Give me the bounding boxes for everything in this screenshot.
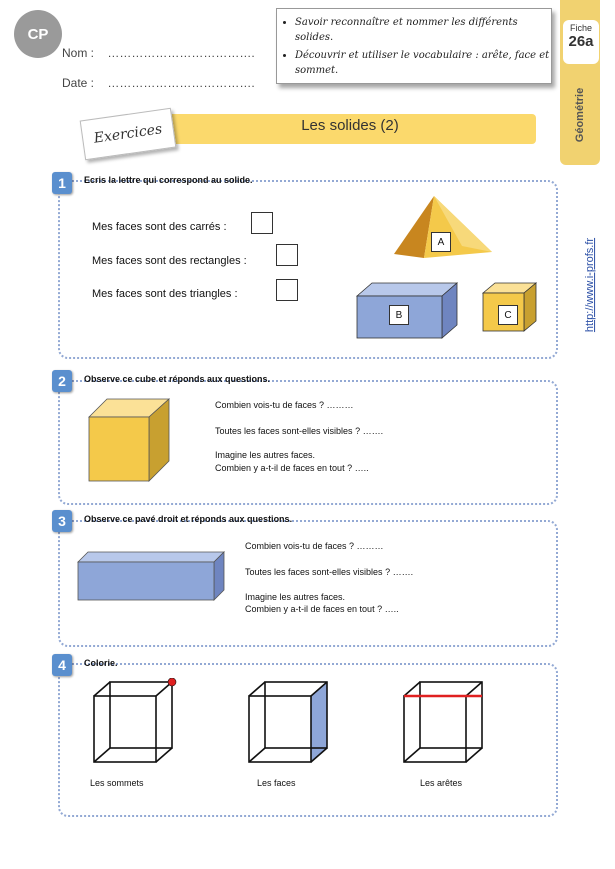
fiche-box — [563, 20, 599, 64]
date-line — [62, 76, 255, 90]
wire-cube-edges[interactable] — [400, 678, 490, 768]
objective-item: • Découvrir et utiliser le vocabulaire : arête, face et sommet. — [295, 48, 551, 78]
box-label: B — [389, 305, 409, 325]
ex3-question-3a: Imagine les autres faces. — [245, 592, 346, 602]
caption-vertices: Les sommets — [90, 778, 144, 788]
exercise-4-number: 4 — [52, 654, 72, 676]
rectangular-prism-shape — [74, 548, 228, 602]
ex1-item-triangles: Mes faces sont des triangles : — [92, 288, 238, 300]
subject-text: Géométrie — [574, 87, 587, 143]
ex2-question-1: Combien vois-tu de faces ? ……… — [215, 400, 354, 410]
exercise-tag — [80, 108, 177, 160]
name-label: Nom : — [62, 46, 95, 60]
caption-edges: Les arêtes — [420, 778, 463, 788]
ex3-question-2: Toutes les faces sont-elles visibles ? ……. — [245, 567, 414, 577]
ex1-answer-box-rectangles[interactable] — [276, 244, 298, 266]
fiche-label: Fiche — [569, 23, 592, 33]
exercise-3-instruction: Observe ce pavé droit et réponds aux questions. — [84, 514, 293, 524]
fiche-number: 26a — [568, 33, 594, 50]
exercise-2-number: 2 — [52, 370, 72, 392]
level-badge: CP — [14, 10, 62, 58]
small-cube-label: C — [498, 305, 518, 325]
exercise-1-instruction: Ecris la lettre qui correspond au solide. — [84, 175, 253, 185]
wire-cube-faces[interactable] — [245, 678, 335, 768]
ex3-question-1: Combien vois-tu de faces ? ……… — [245, 541, 384, 551]
website-link[interactable] — [580, 220, 600, 350]
wire-cube-vertices[interactable] — [90, 678, 180, 768]
ex1-answer-box-squares[interactable] — [251, 212, 273, 234]
subject-label — [560, 70, 600, 160]
ex1-item-rectangles: Mes faces sont des rectangles : — [92, 255, 247, 267]
objectives-note — [276, 8, 552, 84]
name-dots: ………………………………. — [107, 46, 255, 60]
exercise-4-instruction: Colorie. — [84, 658, 118, 668]
name-line — [62, 46, 255, 60]
caption-faces: Les faces — [257, 778, 296, 788]
website-text[interactable]: http://www.i-profs.fr — [584, 237, 597, 333]
objective-item: • Savoir reconnaître et nommer les différents solides. — [295, 15, 551, 45]
date-dots: ………………………………. — [107, 76, 255, 90]
date-label: Date : — [62, 76, 95, 90]
ex2-question-3a: Imagine les autres faces. — [215, 450, 316, 460]
ex2-question-3b: Combien y a-t-il de faces en tout ? ….. — [215, 463, 369, 473]
ex2-question-2: Toutes les faces sont-elles visibles ? ……. — [215, 426, 384, 436]
ex1-item-squares: Mes faces sont des carrés : — [92, 221, 227, 233]
exercise-tag-text: Exercices — [92, 121, 164, 147]
exercise-3-number: 3 — [52, 510, 72, 532]
exercise-1-number: 1 — [52, 172, 72, 194]
cube-shape — [85, 395, 173, 485]
page-title: Les solides (2) — [301, 117, 399, 134]
exercise-2-instruction: Observe ce cube et réponds aux questions. — [84, 374, 271, 384]
highlighted-vertex — [168, 678, 176, 686]
ex1-answer-box-triangles[interactable] — [276, 279, 298, 301]
pyramid-label: A — [431, 232, 451, 252]
ex3-question-3b: Combien y a-t-il de faces en tout ? ….. — [245, 604, 399, 614]
